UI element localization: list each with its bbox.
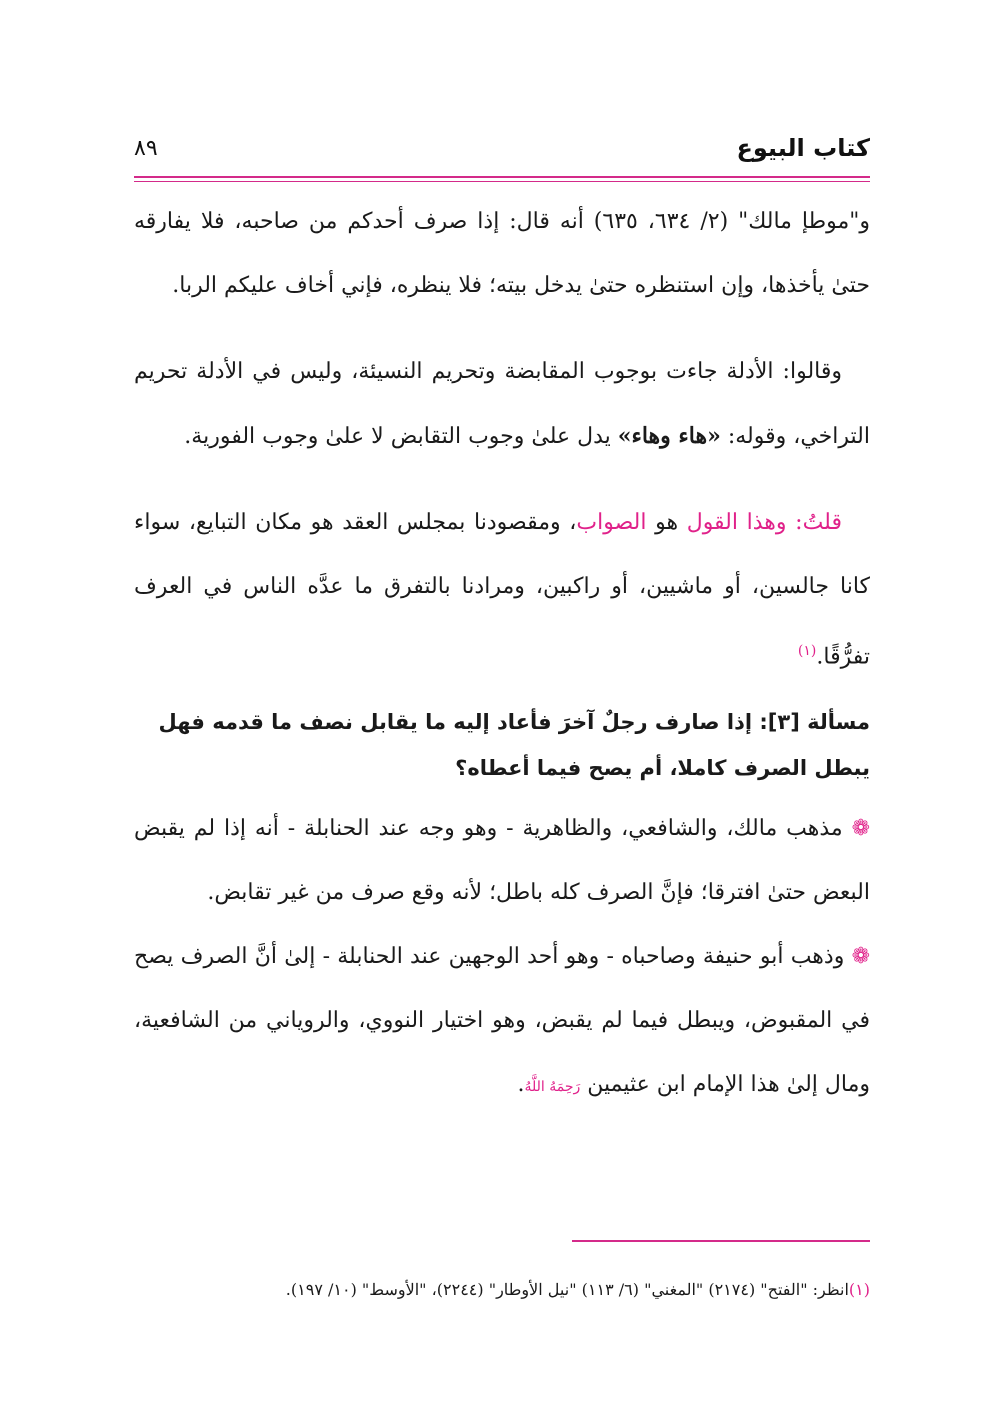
this-view-label: وهذا القول xyxy=(686,510,787,535)
is-word: هو xyxy=(646,510,687,535)
hadith-quote: «هاء وهاء» xyxy=(617,423,721,449)
paragraph-muwatta: و"موطإ مالك" (٢/ ٦٣٤، ٦٣٥) أنه قال: إذا صرف أحدكم من صاحبه، فلا يفارقه حتىٰ يأخذها، وإن استنظره حتىٰ يدخل بيته؛ فلا ينظره، فإني أخاف عليكم الربا. xyxy=(134,209,871,298)
footnote-rule xyxy=(572,1240,870,1242)
page-number: ٨٩ xyxy=(134,135,158,161)
footnote xyxy=(134,1276,870,1304)
correct-label: الصواب xyxy=(576,510,647,535)
page-header xyxy=(134,128,870,168)
paragraph-evidence-end: يدل علىٰ وجوب التقابض لا علىٰ وجوب الفورية. xyxy=(184,424,618,449)
paragraph-author-view xyxy=(134,491,870,689)
paragraph-author-view-rest: ، ومقصودنا بمجلس العقد هو مكان التبايع، سواء كانا جالسين، أو ماشيين، أو راكبين، ومرادنا بالتفرق ما عدَّه الناس في العرف تفرُّقًا. xyxy=(134,510,870,670)
footnote-number: (١) xyxy=(848,1280,870,1299)
bullet-maliki-text: مذهب مالك، والشافعي، والظاهرية - وهو وجه عند الحنابلة - أنه إذا لم يقبض البعض حتىٰ افترقا؛ فإنَّ الصرف كله باطل؛ لأنه وقع صرف من غير تقابض. xyxy=(134,816,870,906)
footnote-text: انظر: "الفتح" (٢١٧٤) "المغني" (٦/ ١١٣) "نيل الأوطار" (٢٢٤٤)، "الأوسط" (١٠/ ١٩٧). xyxy=(285,1280,849,1299)
bullet-hanafi-view: ❁ وذهب أبو حنيفة وصاحباه - وهو أحد الوجهين عند الحنابلة - إلىٰ أنَّ الصرف يصح في المقبوض، ويبطل فيما لم يقبض، وهو اختيار النووي، والروياني من الشافعية، ومال إلىٰ هذا الإمام ابن عثيمين رَحِمَهُ اللَّهُ. xyxy=(134,944,870,1098)
honorific-text: رَحِمَهُ اللَّهُ xyxy=(524,1079,581,1096)
issue-heading: مسألة [٣]: إذا صارف رجلٌ آخرَ فأعاد إليه ما يقابل نصف ما قدمه فهل يبطل الصرف كاملا، أم يصح فيما أعطاه؟ xyxy=(158,710,870,781)
flower-bullet-icon: ❁ xyxy=(851,816,870,842)
main-text xyxy=(134,190,870,1119)
qultu-label: قلتُ: xyxy=(795,510,842,535)
bullet-maliki-view xyxy=(134,797,870,925)
footnote-marker[interactable]: (١) xyxy=(797,643,817,659)
paragraph-evidence-start: وقالوا: الأدلة جاءت بوجوب المقابضة وتحريم النسيئة، وليس في الأدلة تحريم التراخي، وقوله: xyxy=(134,359,870,449)
header-rule xyxy=(134,176,870,178)
flower-bullet-icon: ❁ xyxy=(851,944,870,970)
header-rule-thin xyxy=(134,181,870,182)
book-title: كتاب البيوع xyxy=(736,134,870,162)
paragraph-evidence xyxy=(134,340,870,469)
bullet-hanafi-text: وذهب أبو حنيفة وصاحباه - وهو أحد الوجهين عند الحنابلة - إلىٰ أنَّ الصرف يصح في المقبوض، ويبطل فيما لم يقبض، وهو اختيار النووي، والروياني من الشافعية، ومال إلىٰ هذا الإمام ابن عثيمين xyxy=(134,944,870,1098)
